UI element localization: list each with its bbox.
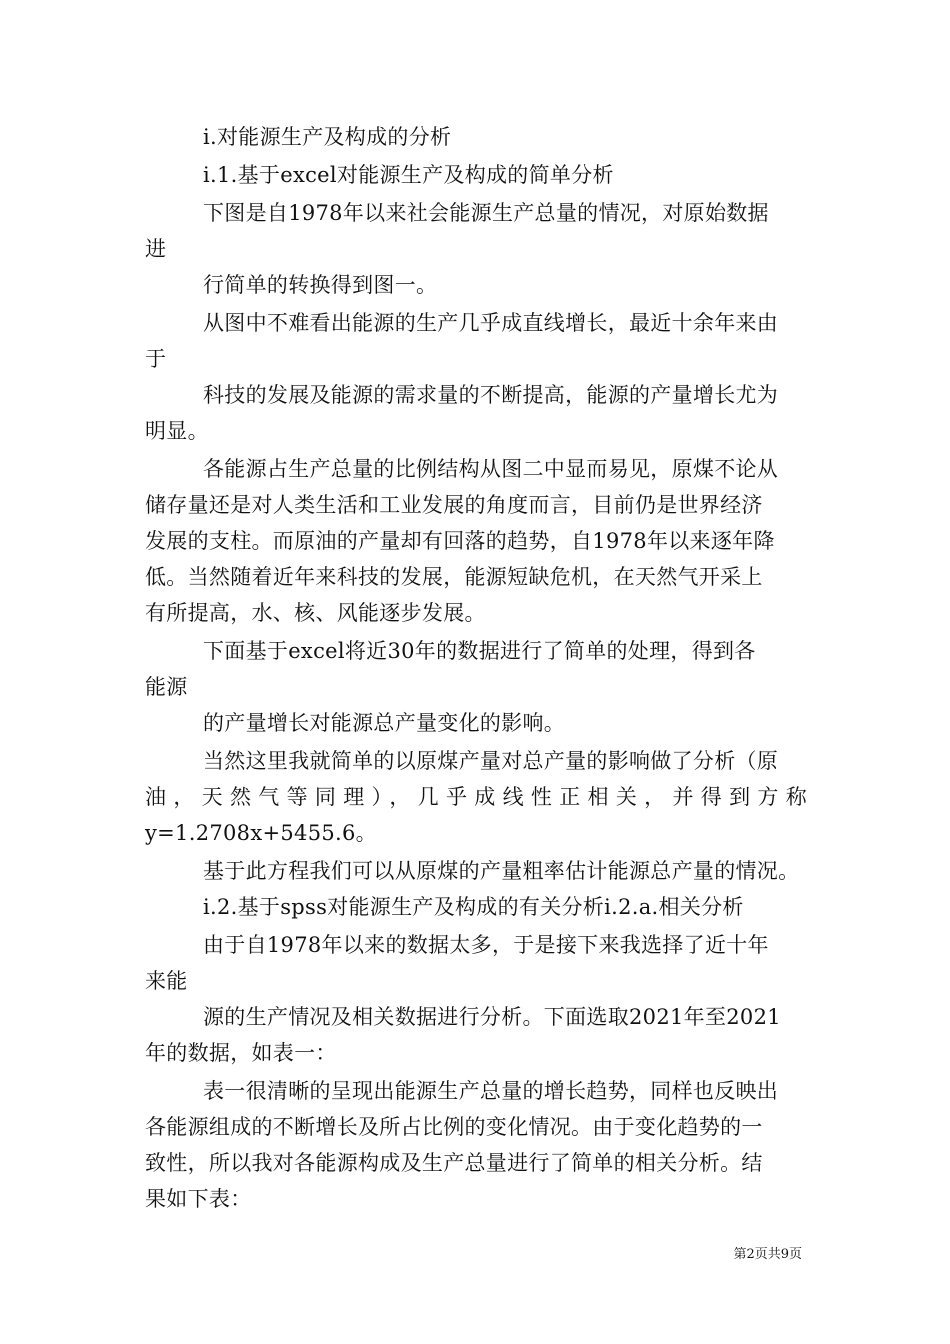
paragraph-line: 科技的发展及能源的需求量的不断提高，能源的产量增长尤为 <box>203 383 779 407</box>
heading-section-i-2: i.2.基于spss对能源生产及构成的有关分析i.2.a.相关分析 <box>203 895 744 919</box>
page-number: 第2页共9页 <box>733 1247 802 1262</box>
paragraph-line: 明显。 <box>145 419 209 443</box>
paragraph-line: 的产量增长对能源总产量变化的影响。 <box>203 711 566 735</box>
page-footer <box>0 1247 950 1263</box>
paragraph-line: 下面基于excel将近30年的数据进行了简单的处理，得到各 <box>203 639 756 663</box>
paragraph-line: 进 <box>145 237 167 261</box>
paragraph-line: 能源 <box>145 675 188 699</box>
paragraph-line: 发展的支柱。而原油的产量却有回落的趋势，自1978年以来逐年降 <box>145 529 775 553</box>
heading-section-i: i.对能源生产及构成的分析 <box>203 125 452 149</box>
paragraph-line: 行简单的转换得到图一。 <box>203 273 438 297</box>
paragraph-line: 各能源组成的不断增长及所占比例的变化情况。由于变化趋势的一 <box>145 1115 763 1139</box>
paragraph-line: 油，天然气等同理），几乎成线性正相关，并得到方称 <box>145 785 807 809</box>
paragraph-line: 有所提高，水、核、风能逐步发展。 <box>145 601 486 625</box>
paragraph-line: 果如下表： <box>145 1187 252 1211</box>
paragraph-line: 低。当然随着近年来科技的发展，能源短缺危机，在天然气开采上 <box>145 565 763 589</box>
paragraph-line: 下图是自1978年以来社会能源生产总量的情况，对原始数据 <box>203 201 769 225</box>
paragraph-line: 基于此方程我们可以从原煤的产量粗率估计能源总产量的情况。 <box>203 859 800 883</box>
paragraph-line: 源的生产情况及相关数据进行分析。下面选取2021年至2021 <box>203 1005 781 1029</box>
paragraph-line: 从图中不难看出能源的生产几乎成直线增长，最近十余年来由 <box>203 311 779 335</box>
paragraph-line: 由于自1978年以来的数据太多，于是接下来我选择了近十年 <box>203 933 769 957</box>
paragraph-line: 来能 <box>145 969 188 993</box>
paragraph-line: 致性，所以我对各能源构成及生产总量进行了简单的相关分析。结 <box>145 1151 763 1175</box>
paragraph-line: 年的数据，如表一： <box>145 1041 337 1065</box>
paragraph-line: 各能源占生产总量的比例结构从图二中显而易见，原煤不论从 <box>203 457 779 481</box>
paragraph-line: 表一很清晰的呈现出能源生产总量的增长趋势，同样也反映出 <box>203 1079 779 1103</box>
paragraph-line: 储存量还是对人类生活和工业发展的角度而言，目前仍是世界经济 <box>145 493 763 517</box>
heading-section-i-1: i.1.基于excel对能源生产及构成的简单分析 <box>203 163 614 187</box>
paragraph-line: 当然这里我就简单的以原煤产量对总产量的影响做了分析（原 <box>203 749 779 773</box>
equation-line: y=1.2708x+5455.6。 <box>145 821 377 845</box>
paragraph-line: 于 <box>145 347 167 371</box>
